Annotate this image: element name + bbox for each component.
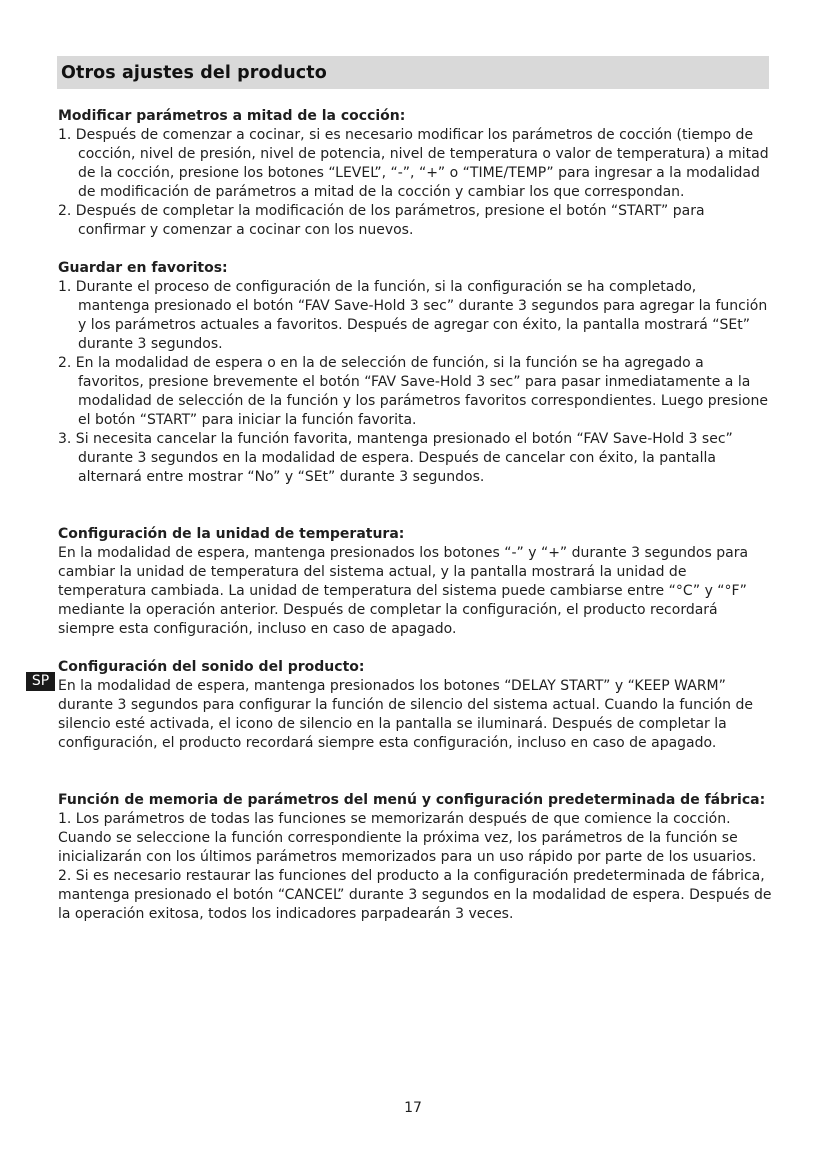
paragraph-temperatura: En la modalidad de espera, mantenga presionados los botones “-” y “+” durante 3 segundos para cambiar la unidad de temperatura del sistema actual, y la pantalla mostrará la unidad de temperatura cambiada. La unidad de temperatura del sistema puede cambiarse entre “°C” y “°F” mediante la operación anterior. Después de completar la configuración, el producto recordará siempre esta configuración, incluso en caso de apagado. [58,545,749,637]
page-title: Otros ajustes del producto [61,62,327,83]
language-tab: SP [26,672,55,691]
list-item: 2. Después de completar la modificación de los parámetros, presione el botón “START” para confirmar y comenzar a cocinar con los nuevos. [58,203,705,238]
heading-modificar: Modificar parámetros a mitad de la cocción: [58,108,406,124]
list-item: 3. Si necesita cancelar la función favorita, mantenga presionado el botón “FAV Save-Hold 3 sec” durante 3 segundos en la modalidad de espera. Después de cancelar con éxito, la pantalla alternará entre mostrar “No” y “SEt” durante 3 segundos. [58,431,733,485]
heading-temperatura: Configuración de la unidad de temperatura: [58,526,405,542]
heading-memoria: Función de memoria de parámetros del menú y configuración predeterminada de fábrica: [58,792,766,808]
list-item: 1. Después de comenzar a cocinar, si es necesario modificar los parámetros de cocción (tiempo de cocción, nivel de presión, nivel de potencia, nivel de temperatura o valor de temperatura) a mitad de la cocción, presione los botones “LEVEL”, “-”, “+” o “TIME/TEMP” para ingresar a la modalidad de modificación de parámetros a mitad de la cocción y cambiar los que correspondan. [58,127,769,200]
paragraph-sonido: En la modalidad de espera, mantenga presionados los botones “DELAY START” y “KEEP WARM” durante 3 segundos para configurar la función de silencio del sistema actual. Cuando la función de silencio esté activada, el icono de silencio en la pantalla se iluminará. Después de completar la configuración, el producto recordará siempre esta configuración, incluso en caso de apagado. [58,678,753,751]
paragraph-memoria-1: 1. Los parámetros de todas las funciones se memorizarán después de que comience la cocción. Cuando se seleccione la función correspondiente la próxima vez, los parámetros de la función se inicializarán con los últimos parámetros memorizados para un uso rápido por parte de los usuarios. [58,811,757,865]
heading-sonido: Configuración del sonido del producto: [58,659,365,675]
paragraph-memoria-2: 2. Si es necesario restaurar las funciones del producto a la configuración predeterminada de fábrica, mantenga presionado el botón “CANCEL” durante 3 segundos en la modalidad de espera. Después de la operación exitosa, todos los indicadores parpadearán 3 veces. [58,868,772,922]
list-item: 1. Durante el proceso de configuración de la función, si la configuración se ha completado, mantenga presionado el botón “FAV Save-Hold 3 sec” durante 3 segundos para agregar la función y los parámetros actuales a favoritos. Después de agregar con éxito, la pantalla mostrará “SEt” durante 3 segundos. [58,279,768,352]
document-body [58,107,772,924]
page-number: 17 [404,1100,422,1116]
section-title-bar [57,56,769,89]
list-item: 2. En la modalidad de espera o en la de selección de función, si la función se ha agregado a favoritos, presione brevemente el botón “FAV Save-Hold 3 sec” para pasar inmediatamente a la modalidad de selección de la función y los parámetros favoritos correspondientes. Luego presione el botón “START” para iniciar la función favorita. [58,355,768,428]
heading-favoritos: Guardar en favoritos: [58,260,228,276]
